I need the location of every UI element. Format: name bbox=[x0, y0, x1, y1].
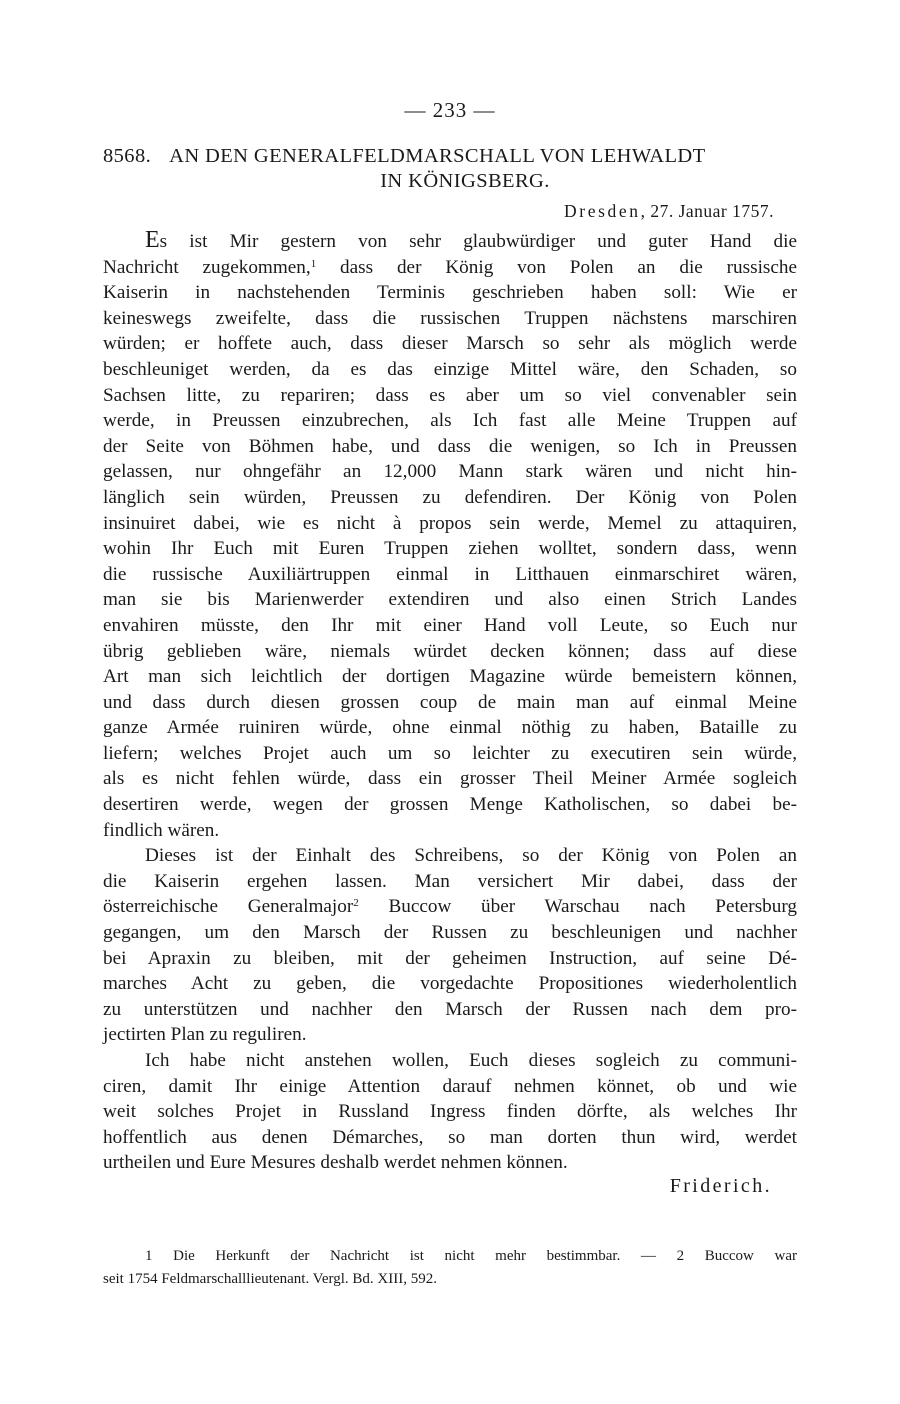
text-line: gegangen, um den Marsch der Russen zu beschleunigen und nachher bbox=[103, 922, 797, 944]
footnote-marker: 2 bbox=[353, 897, 359, 910]
text-line: Kaiserin in nachstehenden Terminis geschrieben haben soll: Wie er bbox=[103, 282, 797, 304]
text-line: desertiren werde, wegen der grossen Menge Katholischen, so dabei be- bbox=[103, 794, 797, 816]
text-line: keineswegs zweifelte, dass die russischen Truppen nächstens marschiren bbox=[103, 307, 797, 329]
footnote-line: seit 1754 Feldmarschalllieutenant. Vergl. Bd. XIII, 592. bbox=[103, 1271, 437, 1287]
text-line: Es ist Mir gestern von sehr glaubwürdiger und guter Hand die bbox=[145, 227, 797, 253]
text-line: der Seite von Böhmen habe, und dass die wenigen, so Ich in Preussen bbox=[103, 435, 797, 457]
page-number: — 233 — bbox=[404, 98, 496, 122]
text-line: ganze Armée ruiniren würde, ohne einmal nöthig zu haben, Bataille zu bbox=[103, 717, 797, 739]
text-line: zu unterstützen und nachher den Marsch der Russen nach dem pro- bbox=[103, 998, 797, 1020]
text-line: gelassen, nur ohngefähr an 12,000 Mann stark wären und nicht hin- bbox=[103, 461, 797, 483]
dateline bbox=[564, 201, 774, 222]
text-line: werde, in Preussen einzubrechen, als Ich fast alle Meine Truppen auf bbox=[103, 410, 797, 432]
text-line: Art man sich leichtlich der dortigen Magazine würde bemeistern können, bbox=[103, 666, 797, 688]
text-line: Ich habe nicht anstehen wollen, Euch dieses sogleich zu communi- bbox=[145, 1050, 797, 1071]
heading-line-2: IN KÖNIGSBERG. bbox=[380, 170, 550, 192]
text-line: bei Apraxin zu bleiben, mit der geheimen Instruction, auf seine Dé- bbox=[103, 947, 797, 969]
heading-line-1 bbox=[103, 144, 797, 169]
dateline-date: , 27. Januar 1757. bbox=[640, 201, 774, 221]
paragraph bbox=[103, 843, 797, 1048]
text-line: Nachricht zugekommen,$^1$ dass der König von Polen an die russische bbox=[103, 256, 797, 278]
text-line: Sachsen litte, zu repariren; dass es aber um so viel convenabler sein bbox=[103, 384, 797, 406]
text-line: österreichische Generalmajor$^2$ Buccow über Warschau nach Petersburg bbox=[103, 896, 797, 918]
footnotes bbox=[103, 1245, 797, 1291]
footnote-marker: 1 bbox=[310, 257, 317, 270]
text-line: länglich sein würden, Preussen zu defendiren. Der König von Polen bbox=[103, 486, 797, 508]
text-line: insinuiret dabei, wie es nicht à propos sein werde, Memel zu attaquiren, bbox=[103, 512, 797, 534]
letter-heading bbox=[103, 144, 797, 194]
text-line: die russische Auxiliärtruppen einmal in Litthauen einmarschiret wären, bbox=[103, 563, 797, 585]
initial-letter: E bbox=[145, 227, 160, 253]
text-line: als es nicht fehlen würde, dass ein grosser Theil Meiner Armée sogleich bbox=[103, 768, 797, 790]
signature: Friderich. bbox=[669, 1175, 772, 1197]
paragraph bbox=[103, 1048, 797, 1176]
text-line: würden; er hoffete auch, dass dieser Marsch so sehr als möglich werde bbox=[103, 333, 797, 355]
text-line: envahiren müsste, den Ihr mit einer Hand voll Leute, so Euch nur bbox=[103, 614, 797, 636]
text-line: hoffentlich aus denen Démarches, so man dorten thun wird, werdet bbox=[103, 1126, 797, 1148]
text-line: wohin Ihr Euch mit Euren Truppen ziehen wolltet, sondern dass, wenn bbox=[103, 538, 797, 560]
letter-number: 8568. bbox=[103, 145, 152, 167]
text-line: Dieses ist der Einhalt des Schreibens, so der König von Polen an bbox=[145, 845, 797, 867]
heading-addressee: AN DEN GENERALFELDMARSCHALL VON LEHWALDT bbox=[169, 145, 706, 167]
text-line: übrig geblieben wäre, niemals würdet decken können; dass auf diese bbox=[103, 640, 797, 662]
text-line: beschleuniget werden, da es das einzige Mittel wäre, den Schaden, so bbox=[103, 358, 797, 380]
text-line: jectirten Plan zu reguliren. bbox=[103, 1024, 307, 1046]
text-line: ciren, damit Ihr einige Attention darauf nehmen könnet, ob und wie bbox=[103, 1075, 797, 1097]
text-line: urtheilen und Eure Mesures deshalb werdet nehmen können. bbox=[103, 1152, 568, 1174]
text-line: die Kaiserin ergehen lassen. Man versichert Mir dabei, dass der bbox=[103, 870, 797, 892]
dateline-place: Dresden bbox=[564, 201, 641, 221]
text-line: man sie bis Marienwerder extendiren und also einen Strich Landes bbox=[103, 589, 797, 611]
text-line: und dass durch diesen grossen coup de main man auf einmal Meine bbox=[103, 691, 797, 713]
letter-body bbox=[103, 228, 797, 1176]
text-line: weit solches Projet in Russland Ingress finden dörfte, als welches Ihr bbox=[103, 1101, 797, 1123]
text-line: liefern; welches Projet auch um so leichter zu executiren sein würde, bbox=[103, 742, 797, 764]
paragraph bbox=[103, 228, 797, 843]
text-line: findlich wären. bbox=[103, 819, 220, 841]
text-line: marches Acht zu geben, die vorgedachte Propositiones wiederholentlich bbox=[103, 973, 797, 995]
footnote-line: 1 Die Herkunft der Nachricht ist nicht mehr bestimmbar. — 2 Buccow war bbox=[145, 1248, 797, 1264]
